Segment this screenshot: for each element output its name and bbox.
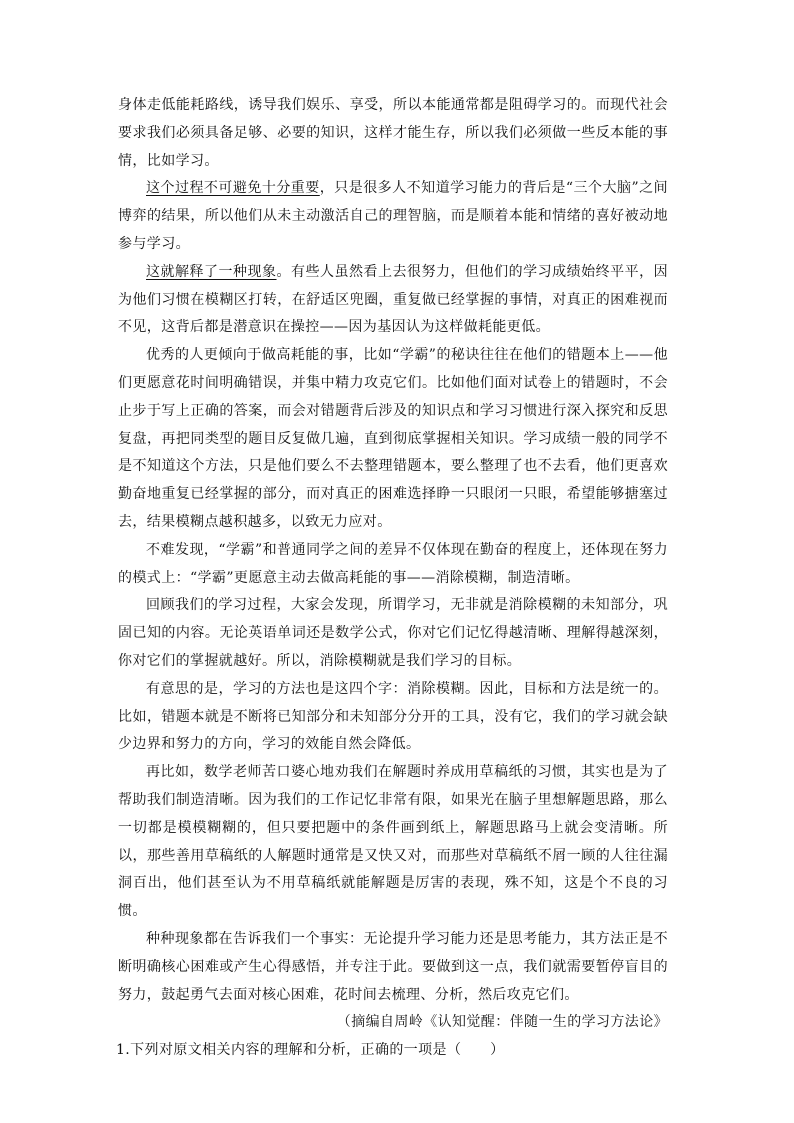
paragraph-8-text: 种种现象都在告诉我们一个事实：无论提升学习能力还是思考能力，其方法正是不断明确核心困难或产生心得感悟，并专注于此。要做到这一点，我们就需要暂停盲目的努力，鼓起勇气去面对核心困难，花时间去梳理、分析，然后攻克它们。 bbox=[118, 930, 668, 1003]
question-1: 1.下列对原文相关内容的理解和分析，正确的一项是（ ） bbox=[116, 1042, 505, 1059]
paragraph-4-text: 不难发现，“学霸”和普通同学之间的差异不仅体现在勤奋的程度上，还体现在努力的模式上：“学霸”更愿意主动去做高耗能的事——消除模糊，制造清晰。 bbox=[118, 541, 668, 586]
paragraph-6-text: 有意思的是，学习的方法也是这四个字：消除模糊。因此，目标和方法是统一的。比如，错题本就是不断将已知部分和未知部分分开的工具，没有它，我们的学习就会缺少边界和努力的方向，学习的效能自然会降低。 bbox=[118, 680, 668, 753]
source-citation: （摘编自周岭《认知觉醒：伴随一生的学习方法论》 bbox=[336, 1014, 668, 1031]
paragraph-4 bbox=[118, 537, 668, 593]
underlined-phrase-2: 这就解释了一种现象 bbox=[146, 263, 277, 280]
paragraph-8 bbox=[118, 926, 668, 1009]
paragraph-0-text: 身体走低能耗路线，诱导我们娱乐、享受，所以本能通常都是阻碍学习的。而现代社会要求我们必须具备足够、必要的知识，这样才能生存，所以我们必须做一些反本能的事情，比如学习。 bbox=[118, 97, 668, 169]
underlined-phrase-1: 这个过程不可避免十分重要 bbox=[146, 180, 320, 197]
paragraph-1-text: ，只是很多人不知道学习能力的背后是“三个大脑”之间博弈的结果，所以他们从未主动激活自己的理智脑，而是顺着本能和情绪的喜好被动地参与学习。 bbox=[118, 180, 668, 252]
paragraph-0 bbox=[118, 92, 668, 175]
paragraph-1 bbox=[118, 175, 668, 258]
paragraph-6 bbox=[118, 676, 668, 759]
paragraph-3-text: 优秀的人更倾向于做高耗能的事，比如“学霸”的秘诀往往在他们的错题本上——他们更愿意花时间明确错误，并集中精力攻克它们。比如他们面对试卷上的错题时，不会止步于写上正确的答案，而会对错题背后涉及的知识点和学习习惯进行深入探究和反思复盘，再把同类型的题目反复做几遍，直到彻底掌握相关知识。学习成绩一般的同学不是不知道这个方法，只是他们要么不去整理错题本，要么整理了也不去看，他们更喜欢勤奋地重复已经掌握的部分，而对真正的困难选择睁一只眼闭一只眼，希望能够搪塞过去，结果模糊点越积越多，以致无力应对。 bbox=[118, 347, 668, 530]
paragraph-3 bbox=[118, 342, 668, 537]
document-page bbox=[118, 92, 668, 1065]
paragraph-5-text: 回顾我们的学习过程，大家会发现，所谓学习，无非就是消除模糊的未知部分，巩固已知的内容。无论英语单词还是数学公式，你对它们记忆得越清晰、理解得越深刻，你对它们的掌握就越好。所以，消除模糊就是我们学习的目标。 bbox=[118, 597, 668, 669]
paragraph-7-text: 再比如，数学老师苦口婆心地劝我们在解题时养成用草稿纸的习惯，其实也是为了帮助我们制造清晰。因为我们的工作记忆非常有限，如果光在脑子里想解题思路，那么一切都是模模糊糊的，但只要把题中的条件画到纸上，解题思路马上就会变清晰。所以，那些善用草稿纸的人解题时通常是又快又对，而那些对草稿纸不屑一顾的人往往漏洞百出，他们甚至认为不用草稿纸就能解题是厉害的表现，殊不知，这是个不良的习惯。 bbox=[118, 764, 668, 920]
paragraph-2-text: 。有些人虽然看上去很努力，但他们的学习成绩始终平平，因为他们习惯在模糊区打转，在舒适区兜圈，重复做已经掌握的事情，对真正的困难视而不见，这背后都是潜意识在操控——因为基因认为这样做耗能更低。 bbox=[118, 263, 668, 336]
paragraph-5 bbox=[118, 592, 668, 675]
paragraph-2 bbox=[118, 259, 668, 342]
paragraph-7 bbox=[118, 759, 668, 926]
